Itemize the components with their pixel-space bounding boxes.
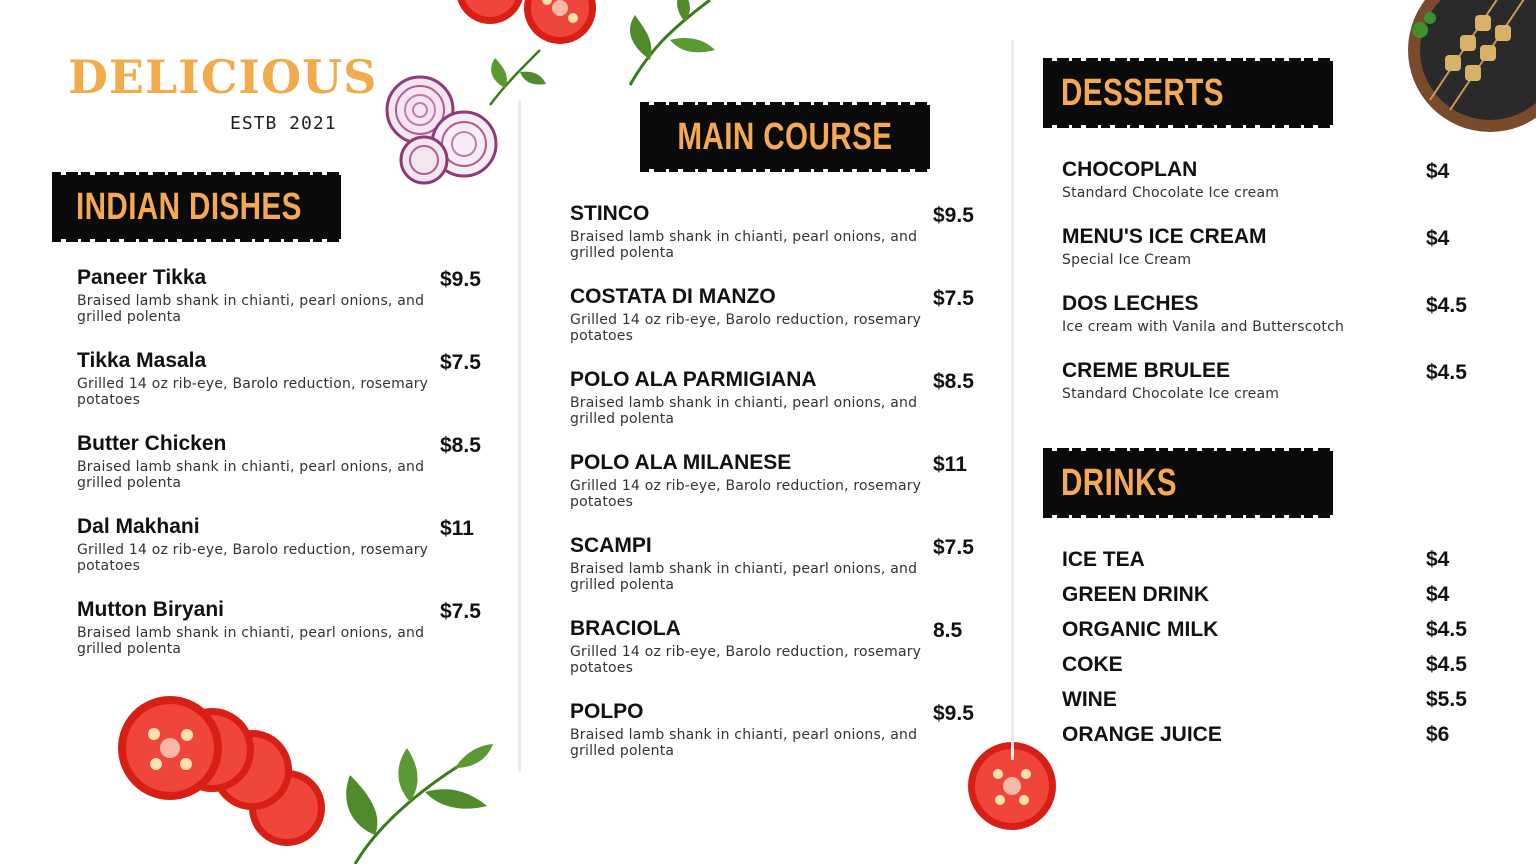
list-item: [570, 700, 990, 783]
list-item: [1062, 618, 1482, 653]
drinks-banner: [1043, 451, 1333, 515]
item-description: Braised lamb shank in chianti, pearl onions, and grilled polenta: [570, 727, 918, 759]
kebab-plate-icon: [1390, 0, 1536, 132]
item-name: STINCO: [570, 202, 650, 225]
list-item: [1062, 359, 1482, 426]
item-price: $7.5: [933, 287, 974, 310]
list-item: [77, 515, 497, 598]
item-name: WINE: [1062, 688, 1117, 711]
list-item: [1062, 292, 1482, 359]
item-price: $4: [1426, 160, 1450, 183]
item-name: ORGANIC MILK: [1062, 618, 1219, 641]
item-name: Dal Makhani: [77, 515, 200, 538]
item-price: $9.5: [440, 268, 481, 291]
list-item: [570, 451, 990, 534]
item-description: Grilled 14 oz rib-eye, Barolo reduction, rosemary potatoes: [77, 542, 429, 574]
item-price: $7.5: [440, 351, 481, 374]
item-name: Mutton Biryani: [77, 598, 224, 621]
brand-subtitle: ESTB 2021: [230, 113, 337, 134]
item-description: Braised lamb shank in chianti, pearl onions, and grilled polenta: [570, 561, 918, 593]
item-price: $4: [1426, 227, 1450, 250]
item-price: $6: [1426, 723, 1450, 746]
item-price: $8.5: [933, 370, 974, 393]
item-price: $4.5: [1426, 361, 1467, 384]
list-item: [570, 202, 990, 285]
item-description: Braised lamb shank in chianti, pearl onions, and grilled polenta: [77, 293, 425, 325]
drinks-list: [1062, 548, 1482, 758]
item-name: SCAMPI: [570, 534, 652, 557]
item-name: Paneer Tikka: [77, 266, 207, 289]
item-name: Butter Chicken: [77, 432, 227, 455]
item-description: Braised lamb shank in chianti, pearl onions, and grilled polenta: [570, 395, 918, 427]
arugula-leaves-top-icon: [610, 0, 730, 90]
item-name: COSTATA DI MANZO: [570, 285, 776, 308]
item-price: $9.5: [933, 702, 974, 725]
drinks-title: DRINKS: [1061, 461, 1177, 504]
item-name: POLO ALA MILANESE: [570, 451, 792, 474]
main-course-list: [570, 202, 990, 783]
item-price: $7.5: [933, 536, 974, 559]
list-item: [570, 617, 990, 700]
item-name: POLPO: [570, 700, 644, 723]
indian-dishes-title: INDIAN DISHES: [76, 185, 302, 228]
list-item: [1062, 688, 1482, 723]
item-description: Grilled 14 oz rib-eye, Barolo reduction, rosemary potatoes: [570, 312, 922, 344]
list-item: [77, 432, 497, 515]
tomato-slices-bottom-icon: [112, 690, 342, 850]
item-description: Braised lamb shank in chianti, pearl onions, and grilled polenta: [77, 625, 425, 657]
item-price: $4: [1426, 548, 1450, 571]
item-price: $5.5: [1426, 688, 1467, 711]
list-item: [77, 598, 497, 681]
onion-rings-icon: [382, 72, 502, 187]
item-description: Grilled 14 oz rib-eye, Barolo reduction, rosemary potatoes: [570, 644, 922, 676]
item-description: Grilled 14 oz rib-eye, Barolo reduction, rosemary potatoes: [77, 376, 429, 408]
item-description: Special Ice Cream: [1062, 252, 1192, 268]
item-price: $11: [933, 453, 967, 476]
item-price: $4.5: [1426, 294, 1467, 317]
list-item: [1062, 548, 1482, 583]
item-price: $11: [440, 517, 474, 540]
indian-dishes-list: [77, 266, 497, 681]
item-name: CREME BRULEE: [1062, 359, 1231, 382]
item-name: MENU'S ICE CREAM: [1062, 225, 1267, 248]
desserts-banner: [1043, 61, 1333, 125]
list-item: [77, 266, 497, 349]
item-price: 8.5: [933, 619, 963, 642]
item-name: POLO ALA PARMIGIANA: [570, 368, 817, 391]
item-name: Tikka Masala: [77, 349, 207, 372]
main-course-banner: [640, 105, 930, 169]
arugula-leaves-bottom-icon: [315, 730, 495, 864]
column-divider-left: [518, 100, 521, 772]
list-item: [77, 349, 497, 432]
item-name: BRACIOLA: [570, 617, 681, 640]
item-description: Standard Chocolate Ice cream: [1062, 185, 1280, 201]
indian-dishes-banner: [52, 175, 341, 239]
item-price: $8.5: [440, 434, 481, 457]
desserts-list: [1062, 158, 1482, 426]
item-description: Standard Chocolate Ice cream: [1062, 386, 1280, 402]
item-name: GREEN DRINK: [1062, 583, 1210, 606]
list-item: [1062, 653, 1482, 688]
list-item: [1062, 158, 1482, 225]
item-description: Grilled 14 oz rib-eye, Barolo reduction, rosemary potatoes: [570, 478, 922, 510]
list-item: [570, 285, 990, 368]
item-price: $4: [1426, 583, 1450, 606]
list-item: [1062, 723, 1482, 758]
list-item: [570, 368, 990, 451]
brand-title: DELICIOUS: [68, 50, 378, 104]
item-description: Braised lamb shank in chianti, pearl onions, and grilled polenta: [77, 459, 425, 491]
desserts-title: DESSERTS: [1061, 71, 1224, 114]
item-name: CHOCOPLAN: [1062, 158, 1198, 181]
list-item: [1062, 583, 1482, 618]
item-price: $4.5: [1426, 653, 1467, 676]
item-description: Braised lamb shank in chianti, pearl onions, and grilled polenta: [570, 229, 918, 261]
main-course-title: MAIN COURSE: [677, 115, 893, 158]
item-name: ORANGE JUICE: [1062, 723, 1222, 746]
item-price: $9.5: [933, 204, 974, 227]
item-name: ICE TEA: [1062, 548, 1145, 571]
item-description: Ice cream with Vanila and Butterscotch: [1062, 319, 1345, 335]
column-divider-right: [1011, 40, 1014, 760]
list-item: [570, 534, 990, 617]
list-item: [1062, 225, 1482, 292]
item-price: $4.5: [1426, 618, 1467, 641]
item-name: DOS LECHES: [1062, 292, 1199, 315]
item-price: $7.5: [440, 600, 481, 623]
item-name: COKE: [1062, 653, 1123, 676]
